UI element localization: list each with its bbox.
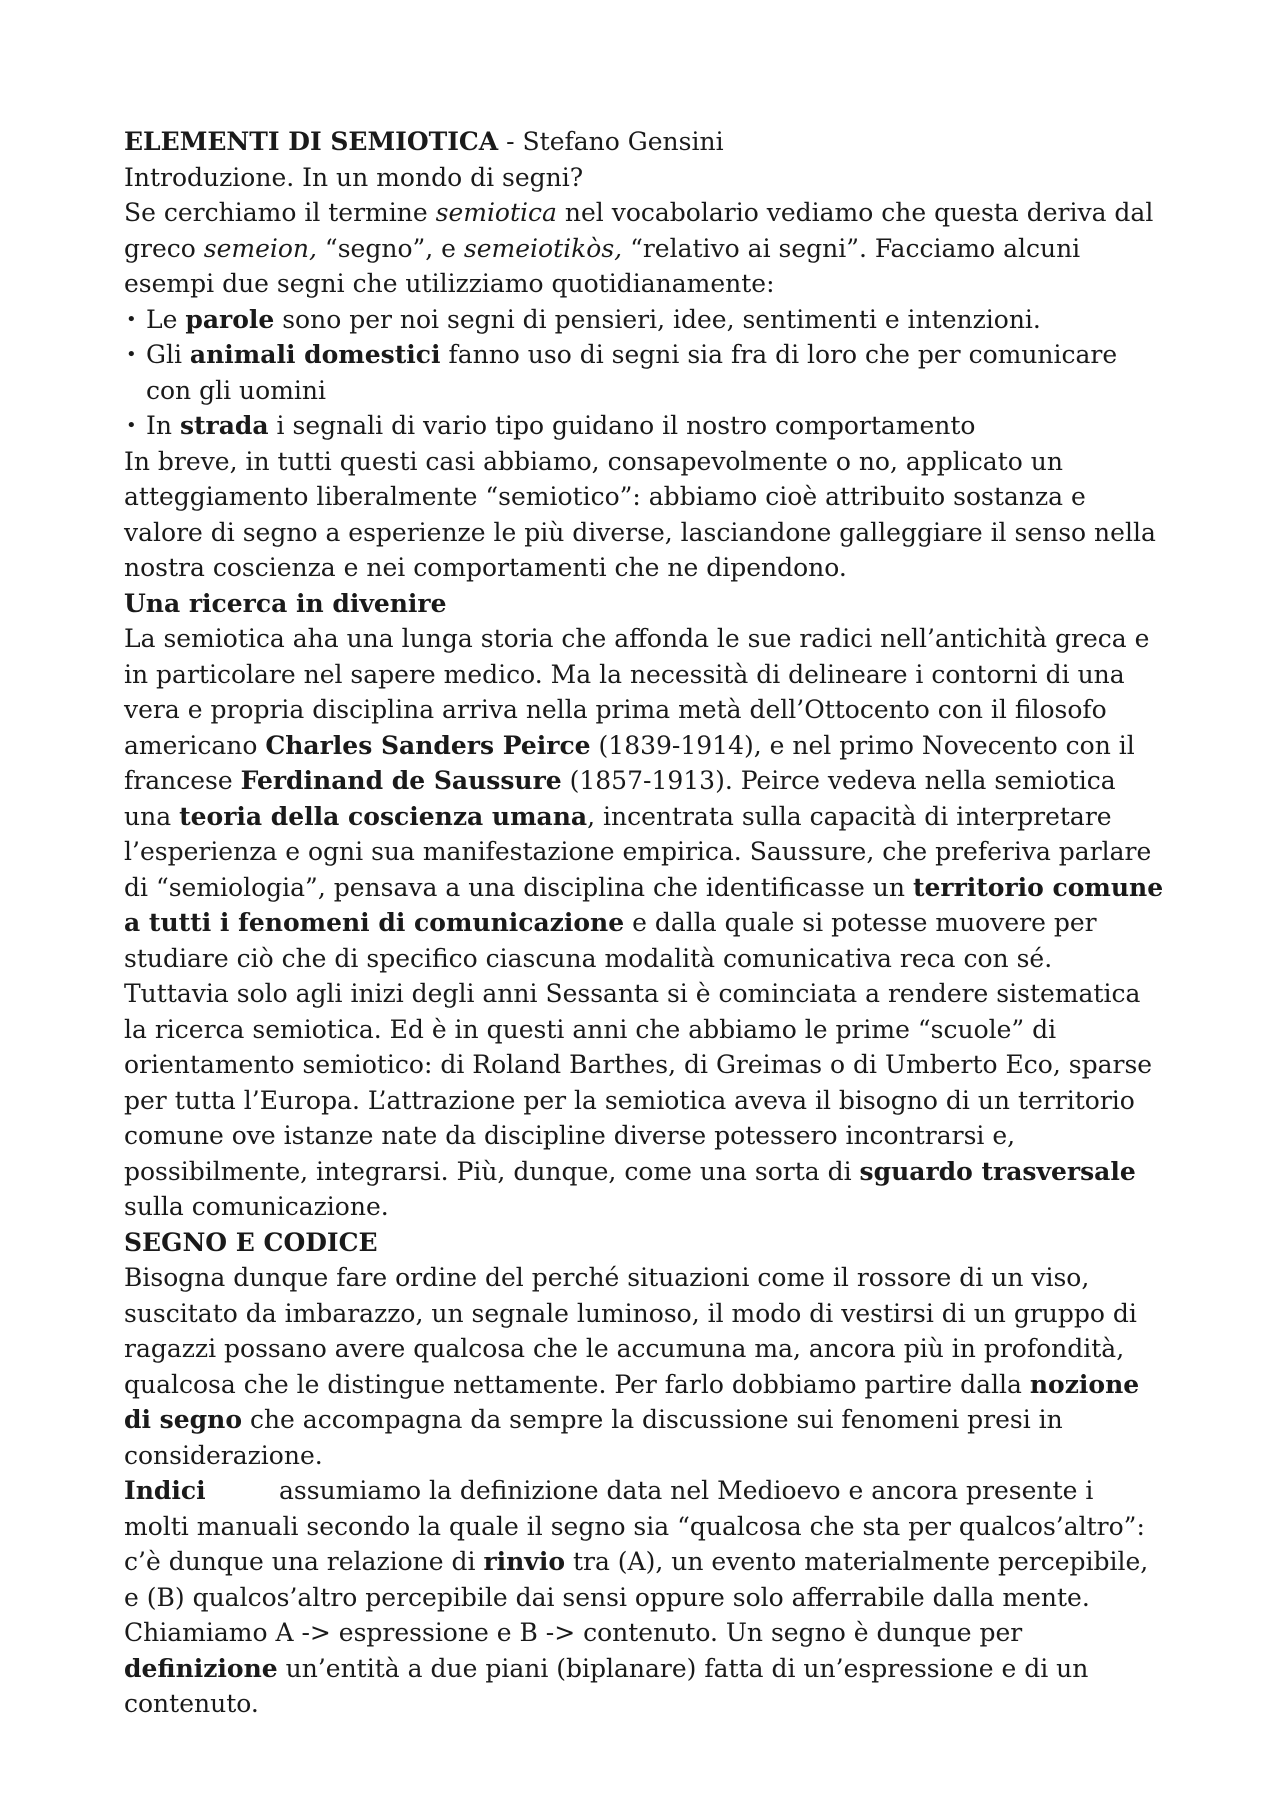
bold-term: sguardo trasversale [859, 1156, 1136, 1186]
title-separator: - [498, 127, 523, 156]
section-heading-segno: SEGNO E CODICE [124, 1227, 378, 1257]
paragraph-intro [124, 195, 1164, 302]
bold-term: parole [185, 304, 275, 334]
text: “relativo ai segni”. Facciamo alcuni esempi due segni che utilizziamo quotidianamente: [124, 233, 1081, 298]
bold-term: nozione di segno [124, 1369, 1140, 1434]
term-semiotica: semiotica [435, 198, 557, 227]
document-title [124, 124, 1164, 160]
title-author: Stefano Gensini [522, 127, 724, 156]
bold-peirce: Charles Sanders Peirce [265, 730, 591, 760]
text: tra (A), un evento materialmente percepibile, e (B) qualcos’altro percepibile dai sensi oppure solo afferrabile dalla mente. Chiamiamo A -> espressione e B -> contenuto. Un segno è dunque per [124, 1547, 1149, 1647]
paragraph-summary: In breve, in tutti questi casi abbiamo, consapevolmente o no, applicato un atteggiamento liberalmente “semiotico”: abbiamo cioè attribuito sostanza e valore di segno a esperienze le più diverse, lasciandone galleggiare il senso nella nostra coscienza e nei comportamenti che ne dipendono. [124, 446, 1156, 582]
bullet-icon: • [126, 308, 137, 330]
bullet-icon: • [126, 415, 137, 436]
text: Se cerchiamo il termine [124, 198, 436, 227]
list-item [124, 408, 1164, 444]
text: Gli [146, 340, 190, 369]
paragraph-history [124, 621, 1164, 1225]
list-item [124, 337, 1164, 408]
text: In [146, 411, 180, 440]
text: “segno”, e [316, 233, 464, 263]
bold-term: territorio comune a tutti i fenomeni di comunicazione [124, 872, 1164, 937]
bold-term: rinvio [483, 1547, 565, 1576]
text: sulla comunicazione. [124, 1192, 389, 1221]
examples-list [124, 302, 1164, 444]
intro-heading: Introduzione. In un mondo di segni? [124, 162, 584, 192]
text: fanno uso di segni sia fra di loro che per comunicare con gli uomini [146, 340, 1118, 405]
term-semeion: semeion, [203, 233, 317, 263]
text: La semiotica aha una lunga storia che affonda le sue radici nell’antichità greca e in particolare nel sapere medico. Ma la necessità di delineare i contorni di una vera e propria disciplina arriva nella prima metà dell’Ottocento con il filosofo americano [124, 624, 1150, 760]
text: che accompagna da sempre la discussione sui fenomeni presi in considerazione. [124, 1405, 1063, 1470]
paragraph-segno [124, 1260, 1164, 1473]
bullet-icon: • [126, 344, 137, 365]
text: i segnali di vario tipo guidano il nostro comportamento [268, 411, 976, 440]
text: (1857-1913). Peirce vedeva nella semiotica una [124, 766, 1116, 831]
text: un’entità a due piani (biplanare) fatta di un’espressione e di un contenuto. [124, 1653, 1089, 1718]
text: , incentrata sulla capacità di interpretare l’esperienza e ogni sua manifestazione empirica. Saussure, che preferiva parlare di “semiologia”, pensava a una disciplina che identificasse un [124, 801, 1152, 902]
text: assumiamo la definizione data nel Medioevo e ancora presente i molti manuali secondo la quale il segno sia “qualcosa che sta per qualcos’altro”: c’è dunque una relazione di [124, 1476, 1145, 1576]
term-semeiotikos: semeiotikòs, [463, 233, 623, 263]
paragraph-indici [124, 1473, 1164, 1722]
text: (1839-1914), e nel primo Novecento con il francese [124, 730, 1135, 795]
bold-term: teoria della coscienza umana [179, 801, 588, 831]
list-item [124, 302, 1164, 338]
bold-saussure: Ferdinand de Saussure [240, 766, 562, 795]
text: Le [146, 304, 186, 334]
bold-term: strada [179, 411, 269, 440]
text: sono per noi segni di pensieri, idee, sentimenti e intenzioni. [274, 304, 1041, 334]
text: nel vocabolario vediamo che questa deriva dal greco [124, 198, 1154, 263]
bold-term: animali domestici [189, 340, 441, 369]
title-main: ELEMENTI DI SEMIOTICA [124, 127, 499, 156]
bold-term: definizione [124, 1653, 278, 1683]
indici-label: Indici [124, 1476, 206, 1505]
text: Bisogna dunque fare ordine del perché situazioni come il rossore di un viso, suscitato da imbarazzo, un segnale luminoso, il modo di vestirsi di un gruppo di ragazzi possano avere qualcosa che le accumuna ma, ancora più in profondità, qualcosa che le distingue nettamente. Per farlo dobbiamo partire dalla [124, 1263, 1137, 1399]
text: e dalla quale si potesse muovere per studiare ciò che di specifico ciascuna modalità comunicativa reca con sé. Tuttavia solo agli inizi degli anni Sessanta si è cominciata a rendere sistematica la ricerca semiotica. Ed è in questi anni che abbiamo le prime “scuole” di orientamento semiotico: di Roland Barthes, di Greimas o di Umberto Eco, sparse per tutta l’Europa. L’attrazione per la semiotica aveva il bisogno di un territorio comune ove istanze nate da discipline diverse potessero incontrarsi e, possibilmente, integrarsi. Più, dunque, come una sorta di [124, 908, 1153, 1186]
section-heading-ricerca: Una ricerca in divenire [124, 588, 447, 618]
document-body [124, 124, 1164, 1722]
